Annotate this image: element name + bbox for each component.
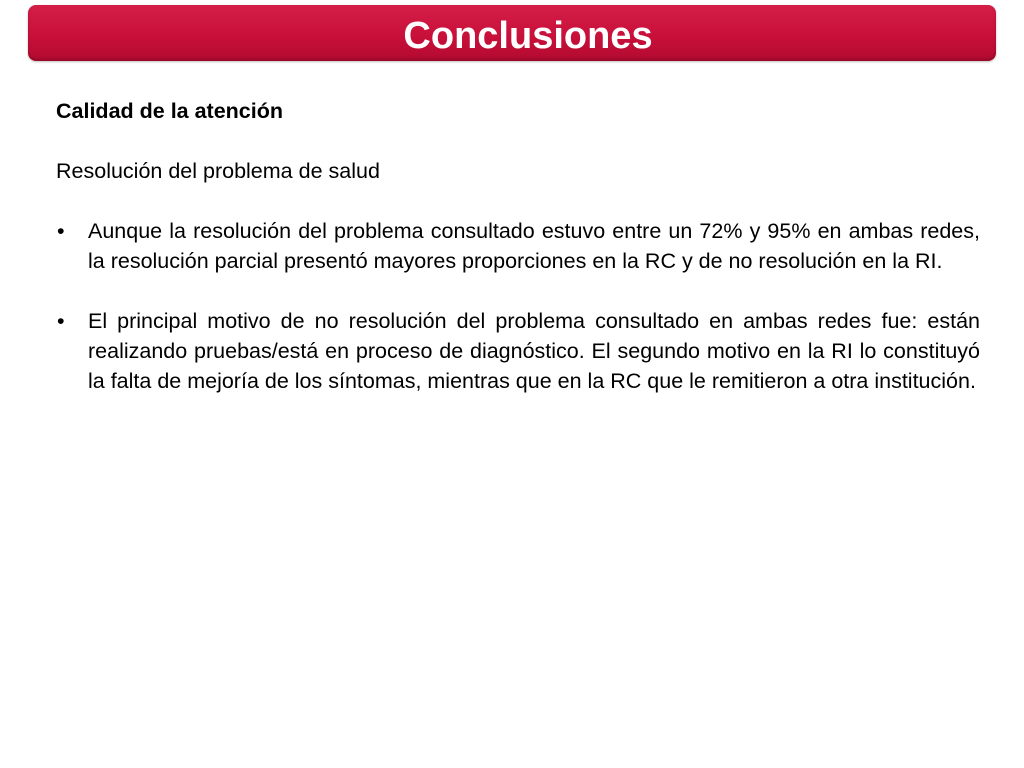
bullet-item	[56, 216, 980, 276]
slide-content	[56, 96, 980, 426]
section-heading: Calidad de la atención	[56, 99, 283, 123]
bullet-text: El principal motivo de no resolución del problema consultado en ambas redes fue: están realizando pruebas/está en proceso de diagnóstico. El segundo motivo en la RI lo constituyó la falta de mejoría de los síntomas, mientras que en la RC que le remitieron a otra institución.	[88, 309, 980, 393]
bullet-icon: •	[57, 219, 65, 243]
bullet-text: Aunque la resolución del problema consultado estuvo entre un 72% y 95% en ambas redes, la resolución parcial presentó mayores proporciones en la RC y de no resolución en la RI.	[88, 219, 980, 273]
bullet-icon: •	[57, 309, 65, 333]
slide-title: Conclusiones	[403, 15, 653, 57]
title-bar	[28, 5, 996, 61]
bullet-list	[56, 216, 980, 396]
bullet-item	[56, 306, 980, 396]
subheading: Resolución del problema de salud	[56, 159, 380, 183]
